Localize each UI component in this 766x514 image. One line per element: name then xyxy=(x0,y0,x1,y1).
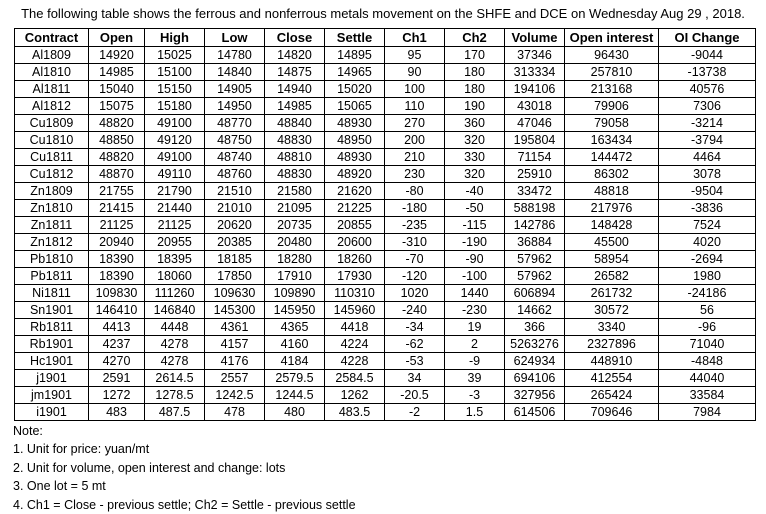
table-cell: 320 xyxy=(445,132,505,149)
table-cell: -90 xyxy=(445,251,505,268)
table-cell: 327956 xyxy=(505,387,565,404)
table-cell: 190 xyxy=(445,98,505,115)
table-cell: Cu1811 xyxy=(15,149,89,166)
table-cell: 4157 xyxy=(205,336,265,353)
table-cell: 21510 xyxy=(205,183,265,200)
table-cell: 1020 xyxy=(385,285,445,302)
table-cell: 170 xyxy=(445,47,505,64)
table-cell: 210 xyxy=(385,149,445,166)
table-cell: -3794 xyxy=(659,132,756,149)
table-cell: 18185 xyxy=(205,251,265,268)
table-cell: 15040 xyxy=(89,81,145,98)
table-cell: i1901 xyxy=(15,404,89,421)
table-cell: 4418 xyxy=(325,319,385,336)
table-cell: -70 xyxy=(385,251,445,268)
column-header: High xyxy=(145,29,205,47)
table-cell: -20.5 xyxy=(385,387,445,404)
table-cell: 366 xyxy=(505,319,565,336)
table-cell: 4176 xyxy=(205,353,265,370)
table-cell: 48840 xyxy=(265,115,325,132)
table-cell: -4848 xyxy=(659,353,756,370)
table-cell: 14820 xyxy=(265,47,325,64)
table-cell: 14965 xyxy=(325,64,385,81)
table-cell: 21415 xyxy=(89,200,145,217)
table-cell: 20620 xyxy=(205,217,265,234)
table-cell: 20855 xyxy=(325,217,385,234)
column-header: Settle xyxy=(325,29,385,47)
table-cell: -24186 xyxy=(659,285,756,302)
table-cell: 4365 xyxy=(265,319,325,336)
table-cell: 7306 xyxy=(659,98,756,115)
table-row xyxy=(15,404,756,421)
column-header: Contract xyxy=(15,29,89,47)
column-header: Open xyxy=(89,29,145,47)
column-header: Volume xyxy=(505,29,565,47)
table-cell: 49120 xyxy=(145,132,205,149)
table-cell: 48830 xyxy=(265,132,325,149)
table-cell: Zn1809 xyxy=(15,183,89,200)
table-cell: 478 xyxy=(205,404,265,421)
table-cell: 17930 xyxy=(325,268,385,285)
table-cell: 14985 xyxy=(265,98,325,115)
table-cell: 110310 xyxy=(325,285,385,302)
table-cell: 145300 xyxy=(205,302,265,319)
notes-heading: Note: xyxy=(13,424,43,438)
table-cell: Cu1812 xyxy=(15,166,89,183)
table-cell: Ni1811 xyxy=(15,285,89,302)
table-cell: Al1810 xyxy=(15,64,89,81)
table-cell: -9504 xyxy=(659,183,756,200)
table-cell: 4160 xyxy=(265,336,325,353)
notes-section xyxy=(13,422,356,514)
table-cell: 21095 xyxy=(265,200,325,217)
table-cell: 21620 xyxy=(325,183,385,200)
table-cell: 180 xyxy=(445,64,505,81)
table-cell: 21010 xyxy=(205,200,265,217)
table-cell: 480 xyxy=(265,404,325,421)
table-cell: 20480 xyxy=(265,234,325,251)
table-cell: 71040 xyxy=(659,336,756,353)
note-item: 2. Unit for volume, open interest and change: lots xyxy=(13,460,286,475)
table-cell: 48770 xyxy=(205,115,265,132)
table-row xyxy=(15,251,756,268)
table-cell: 7524 xyxy=(659,217,756,234)
table-cell: 36884 xyxy=(505,234,565,251)
table-cell: 483 xyxy=(89,404,145,421)
column-header: Ch1 xyxy=(385,29,445,47)
table-cell: Rb1901 xyxy=(15,336,89,353)
table-cell: 4184 xyxy=(265,353,325,370)
table-cell: -100 xyxy=(445,268,505,285)
table-cell: -13738 xyxy=(659,64,756,81)
table-cell: 606894 xyxy=(505,285,565,302)
note-item: 1. Unit for price: yuan/mt xyxy=(13,442,150,457)
table-cell: -115 xyxy=(445,217,505,234)
page-title: The following table shows the ferrous and nonferrous metals movement on the SHFE and DCE on Wednesday Aug 29 , 2018. xyxy=(21,6,745,21)
table-cell: 15020 xyxy=(325,81,385,98)
header-row xyxy=(15,29,756,47)
table-cell: 5263276 xyxy=(505,336,565,353)
table-cell: 4224 xyxy=(325,336,385,353)
table-cell: 14895 xyxy=(325,47,385,64)
table-cell: 48820 xyxy=(89,115,145,132)
table-cell: -3214 xyxy=(659,115,756,132)
table-cell: -235 xyxy=(385,217,445,234)
table-row xyxy=(15,64,756,81)
table-cell: 44040 xyxy=(659,370,756,387)
table-cell: 18280 xyxy=(265,251,325,268)
table-cell: 21440 xyxy=(145,200,205,217)
table-cell: 48850 xyxy=(89,132,145,149)
table-cell: 14662 xyxy=(505,302,565,319)
table-row xyxy=(15,183,756,200)
table-cell: 148428 xyxy=(565,217,659,234)
column-header: Low xyxy=(205,29,265,47)
table-cell: 709646 xyxy=(565,404,659,421)
table-cell: 86302 xyxy=(565,166,659,183)
table-cell: 1262 xyxy=(325,387,385,404)
table-cell: 48750 xyxy=(205,132,265,149)
table-cell: 145950 xyxy=(265,302,325,319)
table-cell: 14940 xyxy=(265,81,325,98)
table-cell: 26582 xyxy=(565,268,659,285)
table-cell: 14920 xyxy=(89,47,145,64)
table-cell: -9044 xyxy=(659,47,756,64)
table-cell: 265424 xyxy=(565,387,659,404)
table-cell: 45500 xyxy=(565,234,659,251)
table-cell: 43018 xyxy=(505,98,565,115)
table-cell: 145960 xyxy=(325,302,385,319)
table-row xyxy=(15,81,756,98)
table-cell: 624934 xyxy=(505,353,565,370)
table-cell: 2579.5 xyxy=(265,370,325,387)
table-cell: 37346 xyxy=(505,47,565,64)
table-cell: 1244.5 xyxy=(265,387,325,404)
table-cell: Sn1901 xyxy=(15,302,89,319)
table-cell: 217976 xyxy=(565,200,659,217)
table-cell: 200 xyxy=(385,132,445,149)
table-cell: 14840 xyxy=(205,64,265,81)
table-row xyxy=(15,370,756,387)
table-cell: 18390 xyxy=(89,251,145,268)
table-cell: 2591 xyxy=(89,370,145,387)
table-cell: 4448 xyxy=(145,319,205,336)
table-cell: 79058 xyxy=(565,115,659,132)
table-cell: 4020 xyxy=(659,234,756,251)
table-cell: -120 xyxy=(385,268,445,285)
table-cell: 20735 xyxy=(265,217,325,234)
table-body xyxy=(15,47,756,421)
table-row xyxy=(15,200,756,217)
table-cell: 33584 xyxy=(659,387,756,404)
column-header: Open interest xyxy=(565,29,659,47)
table-cell: 15075 xyxy=(89,98,145,115)
table-cell: 100 xyxy=(385,81,445,98)
table-cell: Zn1811 xyxy=(15,217,89,234)
table-cell: jm1901 xyxy=(15,387,89,404)
table-row xyxy=(15,353,756,370)
table-cell: 4278 xyxy=(145,336,205,353)
table-cell: -190 xyxy=(445,234,505,251)
table-cell: 15065 xyxy=(325,98,385,115)
table-cell: 20600 xyxy=(325,234,385,251)
table-cell: 4270 xyxy=(89,353,145,370)
table-cell: 109890 xyxy=(265,285,325,302)
table-row xyxy=(15,336,756,353)
table-row xyxy=(15,166,756,183)
table-cell: 17910 xyxy=(265,268,325,285)
table-cell: 4464 xyxy=(659,149,756,166)
table-row xyxy=(15,132,756,149)
table-cell: 109830 xyxy=(89,285,145,302)
table-cell: 48930 xyxy=(325,115,385,132)
table-cell: 48870 xyxy=(89,166,145,183)
table-cell: 48920 xyxy=(325,166,385,183)
table-cell: -40 xyxy=(445,183,505,200)
table-cell: 3078 xyxy=(659,166,756,183)
table-cell: 483.5 xyxy=(325,404,385,421)
table-cell: -9 xyxy=(445,353,505,370)
table-cell: 146410 xyxy=(89,302,145,319)
table-cell: Hc1901 xyxy=(15,353,89,370)
table-cell: 194106 xyxy=(505,81,565,98)
table-cell: 48810 xyxy=(265,149,325,166)
table-cell: 4413 xyxy=(89,319,145,336)
table-row xyxy=(15,302,756,319)
table-cell: 4237 xyxy=(89,336,145,353)
table-cell: 71154 xyxy=(505,149,565,166)
table-cell: 2614.5 xyxy=(145,370,205,387)
table-cell: 20940 xyxy=(89,234,145,251)
table-cell: 109630 xyxy=(205,285,265,302)
table-cell: 614506 xyxy=(505,404,565,421)
table-cell: 21755 xyxy=(89,183,145,200)
table-cell: 588198 xyxy=(505,200,565,217)
table-cell: 25910 xyxy=(505,166,565,183)
table-cell: 261732 xyxy=(565,285,659,302)
table-cell: Pb1810 xyxy=(15,251,89,268)
table-cell: 19 xyxy=(445,319,505,336)
table-cell: 330 xyxy=(445,149,505,166)
table-row xyxy=(15,98,756,115)
table-cell: 15100 xyxy=(145,64,205,81)
table-cell: -3836 xyxy=(659,200,756,217)
table-cell: 48820 xyxy=(89,149,145,166)
table-cell: Rb1811 xyxy=(15,319,89,336)
table-cell: 48760 xyxy=(205,166,265,183)
table-row xyxy=(15,115,756,132)
table-cell: 110 xyxy=(385,98,445,115)
table-cell: 1272 xyxy=(89,387,145,404)
table-cell: -34 xyxy=(385,319,445,336)
table-cell: 15180 xyxy=(145,98,205,115)
table-cell: 487.5 xyxy=(145,404,205,421)
table-cell: 15150 xyxy=(145,81,205,98)
table-cell: 412554 xyxy=(565,370,659,387)
table-cell: 48740 xyxy=(205,149,265,166)
table-row xyxy=(15,234,756,251)
table-cell: 49110 xyxy=(145,166,205,183)
table-row xyxy=(15,387,756,404)
table-cell: 7984 xyxy=(659,404,756,421)
table-cell: -2694 xyxy=(659,251,756,268)
table-cell: Cu1810 xyxy=(15,132,89,149)
table-cell: 1278.5 xyxy=(145,387,205,404)
table-cell: -180 xyxy=(385,200,445,217)
table-cell: 320 xyxy=(445,166,505,183)
table-cell: 146840 xyxy=(145,302,205,319)
table-cell: 18260 xyxy=(325,251,385,268)
table-cell: 57962 xyxy=(505,268,565,285)
table-row xyxy=(15,47,756,64)
table-cell: 39 xyxy=(445,370,505,387)
table-cell: 14985 xyxy=(89,64,145,81)
table-cell: 144472 xyxy=(565,149,659,166)
table-cell: -240 xyxy=(385,302,445,319)
table-cell: 49100 xyxy=(145,115,205,132)
table-cell: -53 xyxy=(385,353,445,370)
table-cell: 48950 xyxy=(325,132,385,149)
table-cell: 95 xyxy=(385,47,445,64)
table-cell: 1.5 xyxy=(445,404,505,421)
table-cell: 2557 xyxy=(205,370,265,387)
table-cell: -3 xyxy=(445,387,505,404)
table-cell: -96 xyxy=(659,319,756,336)
table-cell: 14950 xyxy=(205,98,265,115)
table-cell: Pb1811 xyxy=(15,268,89,285)
table-row xyxy=(15,149,756,166)
table-cell: 14905 xyxy=(205,81,265,98)
table-row xyxy=(15,217,756,234)
column-header: OI Change xyxy=(659,29,756,47)
table-cell: -230 xyxy=(445,302,505,319)
table-cell: 57962 xyxy=(505,251,565,268)
table-cell: 20385 xyxy=(205,234,265,251)
table-cell: 21580 xyxy=(265,183,325,200)
table-cell: 694106 xyxy=(505,370,565,387)
table-cell: 18060 xyxy=(145,268,205,285)
metals-table xyxy=(14,28,756,421)
table-cell: 79906 xyxy=(565,98,659,115)
table-cell: 21790 xyxy=(145,183,205,200)
table-cell: Al1809 xyxy=(15,47,89,64)
table-cell: 34 xyxy=(385,370,445,387)
table-cell: 4228 xyxy=(325,353,385,370)
table-row xyxy=(15,319,756,336)
table-cell: 56 xyxy=(659,302,756,319)
table-cell: 21125 xyxy=(89,217,145,234)
table-cell: 257810 xyxy=(565,64,659,81)
table-cell: 1980 xyxy=(659,268,756,285)
table-cell: Zn1812 xyxy=(15,234,89,251)
table-cell: 17850 xyxy=(205,268,265,285)
table-cell: 1242.5 xyxy=(205,387,265,404)
table-cell: 96430 xyxy=(565,47,659,64)
table-cell: 20955 xyxy=(145,234,205,251)
table-cell: j1901 xyxy=(15,370,89,387)
table-cell: 3340 xyxy=(565,319,659,336)
table-cell: 163434 xyxy=(565,132,659,149)
table-cell: 21225 xyxy=(325,200,385,217)
table-cell: 4278 xyxy=(145,353,205,370)
table-cell: 448910 xyxy=(565,353,659,370)
table-cell: 2 xyxy=(445,336,505,353)
table-cell: 213168 xyxy=(565,81,659,98)
table-cell: -310 xyxy=(385,234,445,251)
table-cell: 313334 xyxy=(505,64,565,81)
table-cell: -80 xyxy=(385,183,445,200)
table-cell: 33472 xyxy=(505,183,565,200)
table-cell: 15025 xyxy=(145,47,205,64)
table-cell: -2 xyxy=(385,404,445,421)
table-cell: 195804 xyxy=(505,132,565,149)
table-cell: -62 xyxy=(385,336,445,353)
table-cell: 1440 xyxy=(445,285,505,302)
table-row xyxy=(15,268,756,285)
table-cell: 21125 xyxy=(145,217,205,234)
table-cell: 230 xyxy=(385,166,445,183)
table-cell: 142786 xyxy=(505,217,565,234)
table-cell: 14780 xyxy=(205,47,265,64)
table-cell: Cu1809 xyxy=(15,115,89,132)
table-cell: 47046 xyxy=(505,115,565,132)
note-item: 3. One lot = 5 mt xyxy=(13,479,106,494)
table-cell: 49100 xyxy=(145,149,205,166)
table-cell: 4361 xyxy=(205,319,265,336)
table-cell: 30572 xyxy=(565,302,659,319)
table-cell: 90 xyxy=(385,64,445,81)
table-cell: 48830 xyxy=(265,166,325,183)
table-cell: 270 xyxy=(385,115,445,132)
table-cell: 48930 xyxy=(325,149,385,166)
table-cell: 18390 xyxy=(89,268,145,285)
table-cell: 2584.5 xyxy=(325,370,385,387)
table-cell: 360 xyxy=(445,115,505,132)
table-cell: Al1812 xyxy=(15,98,89,115)
note-item: 4. Ch1 = Close - previous settle; Ch2 = Settle - previous settle xyxy=(13,497,356,512)
table-cell: 2327896 xyxy=(565,336,659,353)
table-cell: Al1811 xyxy=(15,81,89,98)
table-cell: 58954 xyxy=(565,251,659,268)
table-cell: 18395 xyxy=(145,251,205,268)
table-cell: Zn1810 xyxy=(15,200,89,217)
table-cell: 14875 xyxy=(265,64,325,81)
table-cell: 180 xyxy=(445,81,505,98)
table-cell: 48818 xyxy=(565,183,659,200)
table-row xyxy=(15,285,756,302)
column-header: Ch2 xyxy=(445,29,505,47)
table-cell: -50 xyxy=(445,200,505,217)
column-header: Close xyxy=(265,29,325,47)
table-cell: 111260 xyxy=(145,285,205,302)
table-cell: 40576 xyxy=(659,81,756,98)
